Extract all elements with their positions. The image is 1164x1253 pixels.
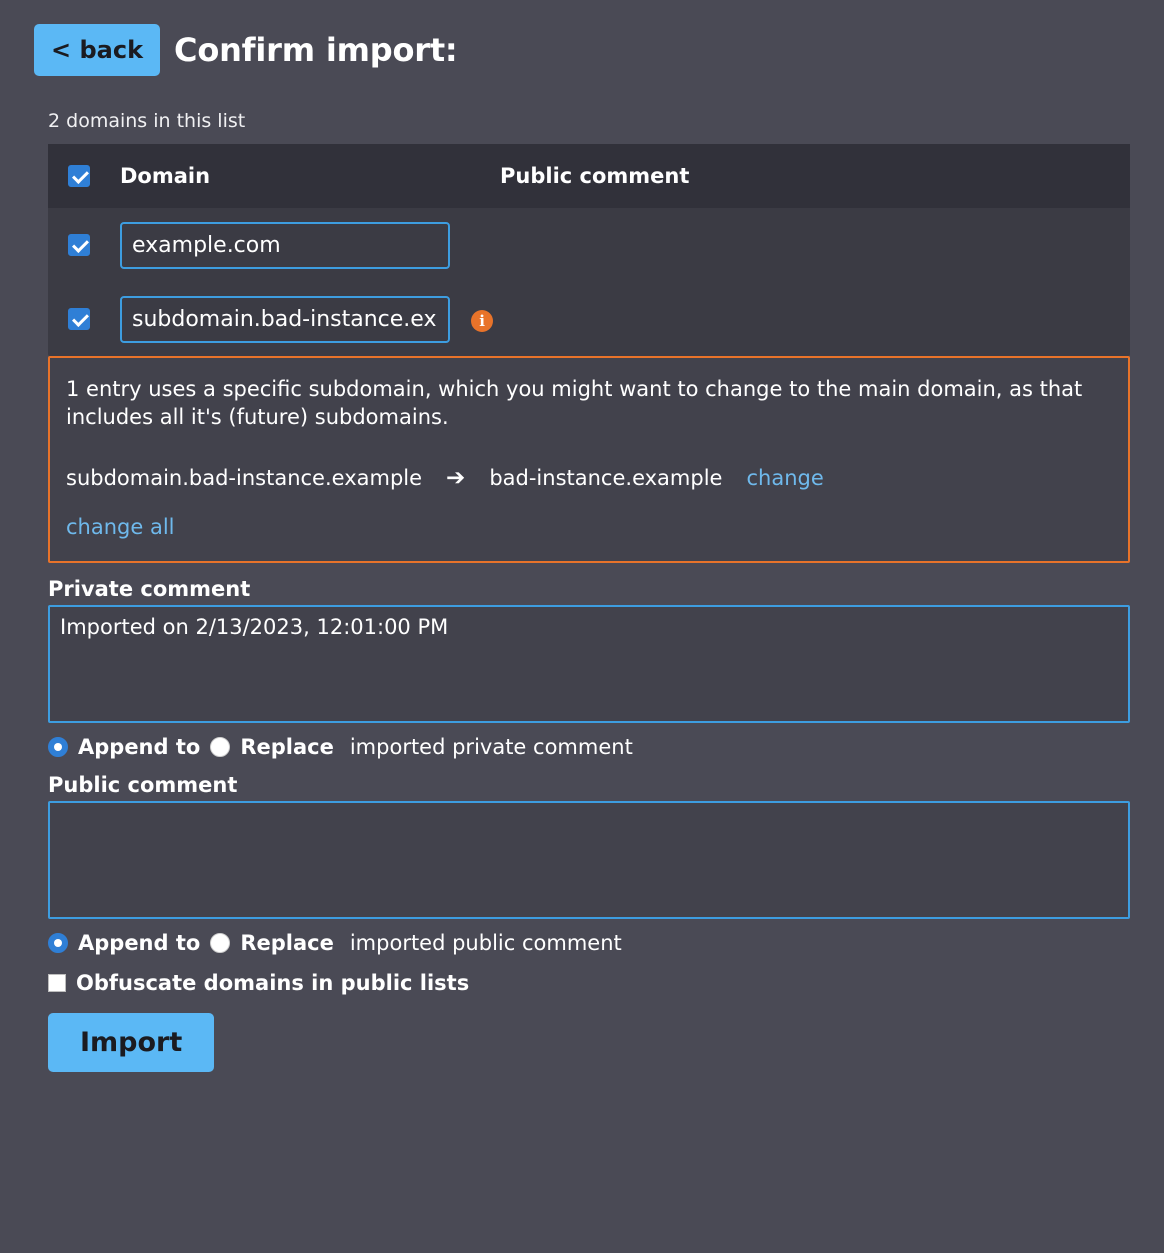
column-header-public-comment: Public comment xyxy=(500,164,690,188)
row-select-cell xyxy=(68,234,120,256)
private-comment-textarea[interactable] xyxy=(48,605,1130,723)
suggestion-from: subdomain.bad-instance.example xyxy=(66,466,423,491)
table-header-row xyxy=(48,144,1130,208)
row-domain-cell xyxy=(120,296,500,343)
domain-input[interactable] xyxy=(120,222,450,269)
page-title: Confirm import: xyxy=(174,31,458,69)
suggestion-to: bad-instance.example xyxy=(489,466,723,491)
warning-message: 1 entry uses a specific subdomain, which you might want to change to the main domain, as that includes all it's (future) subdomains. xyxy=(66,377,1083,429)
info-icon[interactable]: i xyxy=(471,310,493,332)
obfuscate-row xyxy=(48,971,1130,995)
private-replace-radio[interactable] xyxy=(210,737,230,757)
private-replace-label: Replace xyxy=(240,735,334,760)
public-append-radio[interactable] xyxy=(48,933,68,953)
row-checkbox[interactable] xyxy=(68,308,90,330)
change-link[interactable]: change xyxy=(746,466,824,491)
change-all-link[interactable]: change all xyxy=(66,515,175,540)
row-domain-cell xyxy=(120,222,500,269)
private-comment-mode-row xyxy=(48,735,1130,759)
public-replace-label: Replace xyxy=(240,931,334,956)
private-comment-label: Private comment xyxy=(48,577,251,602)
public-comment-mode-row xyxy=(48,931,1130,955)
table-row xyxy=(48,208,1130,282)
column-header-domain: Domain xyxy=(120,164,211,188)
domain-table xyxy=(48,144,1130,356)
page-header xyxy=(34,24,1130,76)
private-mode-suffix: imported private comment xyxy=(349,735,633,760)
private-append-label: Append to xyxy=(78,735,201,760)
obfuscate-label: Obfuscate domains in public lists xyxy=(76,971,470,996)
import-button[interactable]: Import xyxy=(48,1013,214,1072)
domain-count-label: 2 domains in this list xyxy=(48,110,246,132)
table-row xyxy=(48,282,1130,356)
domain-input[interactable] xyxy=(120,296,450,343)
subdomain-warning-box xyxy=(48,356,1130,563)
obfuscate-checkbox[interactable] xyxy=(48,974,66,992)
select-all-checkbox[interactable] xyxy=(68,165,90,187)
arrow-right-icon: ➔ xyxy=(446,465,466,492)
row-select-cell xyxy=(68,308,120,330)
public-mode-suffix: imported public comment xyxy=(349,931,622,956)
public-append-label: Append to xyxy=(78,931,201,956)
select-all-cell xyxy=(68,165,120,187)
row-checkbox[interactable] xyxy=(68,234,90,256)
public-comment-textarea[interactable] xyxy=(48,801,1130,919)
back-button[interactable]: < back xyxy=(34,24,160,76)
public-comment-label: Public comment xyxy=(48,773,238,798)
subdomain-suggestion-row xyxy=(66,465,1112,491)
private-append-radio[interactable] xyxy=(48,737,68,757)
public-replace-radio[interactable] xyxy=(210,933,230,953)
